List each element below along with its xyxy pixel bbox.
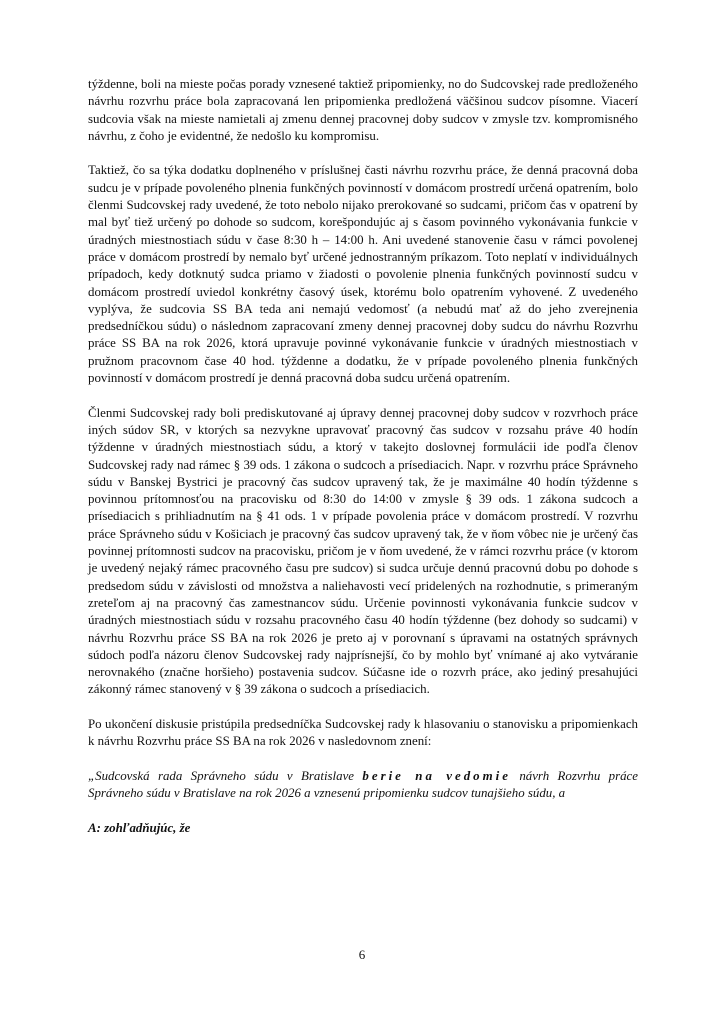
quote-emphasis-text: berie na vedomie [362, 768, 511, 783]
quote-lead-text: „Sudcovská rada Správneho súdu v Bratislave [88, 768, 363, 783]
resolution-quote [88, 768, 638, 803]
quote-tail-text: návrh Rozvrhu práce Správneho súdu v Bratislave na rok 2026 a vznesenú pripomienku sudcov tunajšieho súdu, a [88, 768, 638, 801]
page-number: 6 [358, 947, 366, 962]
paragraph-3: Členmi Sudcovskej rady boli prediskutované aj úpravy dennej pracovnej doby sudcov v rozvrhoch práce iných súdov SR, v ktorých sa nezvykne upravovať pracovný čas sudcov v rozsahu práve 40 hodín týždenne v úradných miestnostiach súdu, a ktorý v takejto doslovnej formulácii ide podľa členov Sudcovskej rady nad rámec § 39 ods. 1 zákona o sudcoch a prísediacich. Napr. v rozvrhu práce Správneho súdu v Banskej Bystrici je pracovný čas sudcov upravený tak, že je maximálne 40 hodín týždenne s povinnou prítomnosťou na pracovisku od 8:30 do 14:00 v zmysle § 39 ods. 1 zákona sudcoch a prísediacich s prihliadnutím na § 41 ods. 1 v prípade povolenia práce v domácom prostredí. V rozvrhu práce Správneho súdu v Košiciach je pracovný čas sudcov upravený tak, že v ňom vôbec nie je určený čas povinnej prítomnosti sudcov na pracovisku, pričom je v ňom uvedené, že v rámci rozvrhu práce (v ktorom je uvedený nejaký rámec pracovného času pre sudcov) si sudca určuje dennú pracovnú dobu po dohode s predsedom súdu v závislosti od množstva a naliehavosti vecí pridelených na rozhodnutie, s primeraným zreteľom aj na pracovný čas zamestnancov súdu. Určenie povinnosti vykonávania funkcie sudcov v úradných miestnostiach súdu v rozsahu pracovného času 40 hodín týždenne (bez dohody so sudcami) v návrhu Rozvrhu práce SS BA na rok 2026 je preto aj v porovnaní s úpravami na ostatných správnych súdoch podľa názoru členov Sudcovskej rady najprísnejší, čo by mohlo byť vnímané aj ako vytváranie nerovnakého (značne horšieho) postavenia sudcov. Súčasne ide o rozvrh práce, ako jediný presahujúci zákonný rámec stanovený v § 39 zákona o sudcoch a prísediacich. [88, 405, 638, 697]
section-a-heading: A: zohľadňujúc, že [88, 820, 191, 835]
paragraph-1: týždenne, boli na mieste počas porady vznesené taktiež pripomienky, no do Sudcovskej rade predloženého návrhu rozvrhu práce bola zapracovaná len pripomienka predložená väčšinou sudcov písomne. Viacerí sudcovia však na mieste namietali aj zmenu dennej pracovnej doby sudcov v zmysle tzv. kompromisného návrhu, z čoho je evidentné, že nedošlo ku kompromisu. [88, 77, 638, 143]
paragraph-2: Taktiež, čo sa týka dodatku doplneného v príslušnej časti návrhu rozvrhu práce, že denná pracovná doba sudcu je v prípade povoleného plnenia funkčných povinností v domácom prostredí určená opatrením, bolo členmi Sudcovskej rady uvedené, že toto nebolo nijako prerokované so sudcami, pričom čas v opatrení by mal byť tiež určený po dohode so sudcom, korešpondujúc aj s časom povinného vykonávania funkcie v úradných miestnostiach súdu v čase 8:30 h – 14:00 h. Ani uvedené stanovenie času v rámci povolenej práce v domácom prostredí by nemalo byť určené jednostranným príkazom. Toto neplatí v individuálnych prípadoch, kedy dotknutý sudca priamo v žiadosti o povolenie plnenia funkčných povinností sudcu v domácom prostredí uviedol konkrétny časový úsek, ktorému bolo opatrením vyhovené. Z uvedeného vyplýva, že sudcovia SS BA teda ani nemajú vedomosť (a nebudú mať až do jeho zverejnenia predsedníčkou súdu) o následnom zapracovaní zmeny dennej pracovnej doby sudcu do návrhu Rozvrhu práce SS BA na rok 2026, ktorá upravuje povinné vykonávanie funkcie v úradných miestnostiach v pružnom pracovnom čase 40 hod. týždenne a dodatku, že v prípade povoleného plnenia funkčných povinností v domácom prostredí je denná pracovná doba sudcu určená opatrením. [88, 163, 638, 386]
document-body [88, 76, 638, 837]
paragraph-4: Po ukončení diskusie pristúpila predsedníčka Sudcovskej rady k hlasovaniu o stanovisku a pripomienkach k návrhu Rozvrhu práce SS BA na rok 2026 v nasledovnom znení: [88, 716, 638, 749]
